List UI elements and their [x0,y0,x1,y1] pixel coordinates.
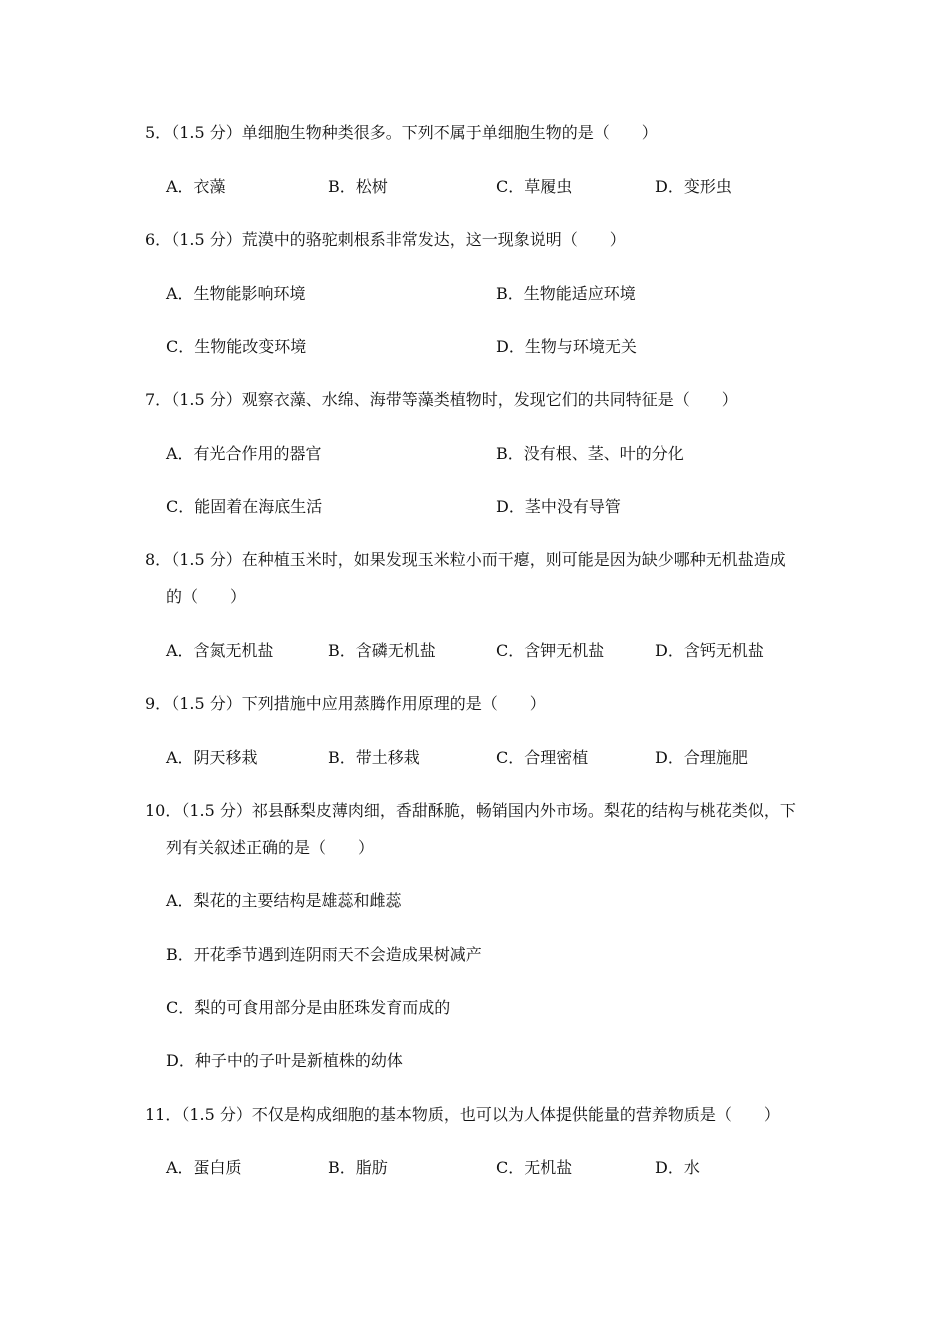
question-7-stem: 7．（1.5 分）观察衣藻、水绵、海带等藻类植物时，发现它们的共同特征是（ ） [145,390,738,409]
question-5-stem: 5．（1.5 分）单细胞生物种类很多。下列不属于单细胞生物的是（ ） [145,123,658,142]
q10-option-b: B．开花季节遇到连阴雨天不会造成果树减产 [166,945,482,964]
q9-option-a: A．阴天移栽 [166,748,258,767]
question-6-stem: 6．（1.5 分）荒漠中的骆驼刺根系非常发达，这一现象说明（ ） [145,230,626,249]
q5-option-c: C．草履虫 [496,177,573,196]
q8-option-b: B．含磷无机盐 [328,641,436,660]
q6-option-b: B．生物能适应环境 [496,284,636,303]
q11-option-a: A．蛋白质 [166,1158,242,1177]
q9-option-d: D．合理施肥 [655,748,748,767]
q11-option-c: C．无机盐 [496,1158,573,1177]
q10-option-d: D．种子中的子叶是新植株的幼体 [166,1051,403,1070]
q7-option-b: B．没有根、茎、叶的分化 [496,444,684,463]
q7-option-d: D．茎中没有导管 [496,497,621,516]
q7-option-c: C．能固着在海底生活 [166,497,323,516]
q5-option-a: A．衣藻 [166,177,226,196]
q9-option-b: B．带土移栽 [328,748,420,767]
q9-option-c: C．合理密植 [496,748,589,767]
q7-option-a: A．有光合作用的器官 [166,444,322,463]
question-8-stem-continued: 的（ ） [166,587,247,606]
q10-option-a: A．梨花的主要结构是雄蕊和雌蕊 [166,891,402,910]
q8-option-a: A．含氮无机盐 [166,641,274,660]
q6-option-c: C．生物能改变环境 [166,337,307,356]
question-8-stem: 8．（1.5 分）在种植玉米时，如果发现玉米粒小而干瘪，则可能是因为缺少哪种无机盐造成 [145,550,786,569]
question-9-stem: 9．（1.5 分）下列措施中应用蒸腾作用原理的是（ ） [145,694,546,713]
q6-option-a: A．生物能影响环境 [166,284,306,303]
q10-option-c: C．梨的可食用部分是由胚珠发育而成的 [166,998,451,1017]
question-10-stem: 10．（1.5 分）祁县酥梨皮薄肉细，香甜酥脆，畅销国内外市场。梨花的结构与桃花类似，下 [145,801,796,820]
question-10-stem-continued: 列有关叙述正确的是（ ） [166,838,375,857]
q5-option-b: B．松树 [328,177,388,196]
question-11-stem: 11．（1.5 分）不仅是构成细胞的基本物质，也可以为人体提供能量的营养物质是（ ） [145,1105,780,1124]
q8-option-c: C．含钾无机盐 [496,641,605,660]
q11-option-d: D．水 [655,1158,700,1177]
q8-option-d: D．含钙无机盐 [655,641,764,660]
q5-option-d: D．变形虫 [655,177,732,196]
q6-option-d: D．生物与环境无关 [496,337,637,356]
q11-option-b: B．脂肪 [328,1158,388,1177]
